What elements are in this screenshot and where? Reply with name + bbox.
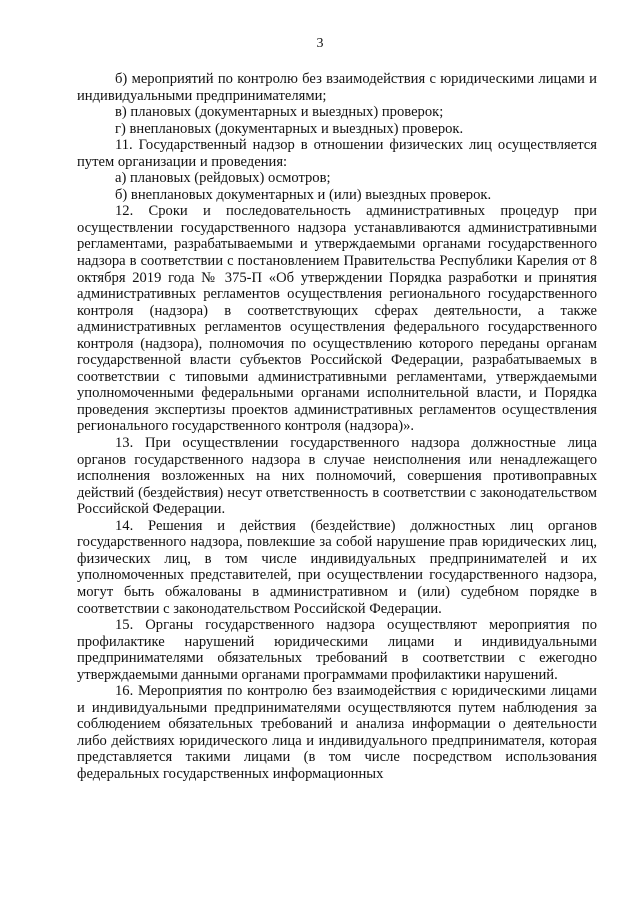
document-body xyxy=(77,71,597,783)
paragraph-14: 14. Решения и действия (бездействие) должностных лиц органов государственного надзора, повлекшие за собой нарушение прав юридических лиц, физических лиц, в том числе индивидуальных предпринимателей и их уполномоченных представителей, при осуществлении государственного надзора, могут быть обжалованы в административном и (или) судебном порядке в соответствии с законодательством Российской Федерации. xyxy=(77,517,597,617)
paragraph-13: 13. При осуществлении государственного надзора должностные лица органов государственного надзора в случае неисполнения или ненадлежащего исполнения возложенных на них полномочий, совершения противоправных действий (бездействия) несут ответственность в соответствии с законодательством Российской Федерации. xyxy=(77,435,597,518)
paragraph-item-v-planned-inspections: в) плановых (документарных и выездных) проверок; xyxy=(115,104,444,121)
paragraph-item-g-unplanned-inspections: г) внеплановых (документарных и выездных) проверок. xyxy=(115,120,464,137)
paragraph-16: 16. Мероприятия по контролю без взаимодействия с юридическими лицами и индивидуальными предпринимателями осуществляются путем наблюдения за соблюдением обязательных требований и анализа информации о деятельности либо действиях юридического лица и индивидуального предпринимателя, которая представляется такими лицами (в том числе посредством использования федеральных государственных информационных xyxy=(77,683,597,782)
paragraph-item-b-unplanned-checks: б) внеплановых документарных и (или) выездных проверок. xyxy=(115,186,492,203)
paragraph-12: 12. Сроки и последовательность административных процедур при осуществлении государственного надзора устанавливаются административными регламентами, разрабатываемыми и утверждаемыми органами государственного надзора в соответствии с постановлением Правительства Республики Карелия от 8 октября 2019 года № 375-П «Об утверждении Порядка разработки и принятия административных регламентов осуществления регионального государственного контроля (надзора) в соответствующих сферах деятельности, а также административных регламентов осуществления федерального государственного контроля (надзора), полномочия по осуществлению которого переданы органам государственной власти субъектов Российской Федерации, разрабатываемых в соответствии с типовыми административными регламентами, утверждаемыми уполномоченными федеральными органами исполнительной власти, и Порядка проведения экспертизы проектов административных регламентов осуществления регионального государственного контроля (надзора)». xyxy=(77,203,597,435)
paragraph-item-a-raid-inspections: а) плановых (рейдовых) осмотров; xyxy=(115,170,331,187)
page-number: 3 xyxy=(316,36,324,51)
paragraph-15: 15. Органы государственного надзора осуществляют мероприятия по профилактике нарушений юридическими лицами и индивидуальными предпринимателями обязательных требований в соответствии с ежегодно утверждаемыми данными органами программами профилактики нарушений. xyxy=(77,617,597,683)
paragraph-11: 11. Государственный надзор в отношении физических лиц осуществляется путем организации и проведения: xyxy=(77,137,597,170)
paragraph-item-b-measures: б) мероприятий по контролю без взаимодействия с юридическими лицами и индивидуальными предпринимателями; xyxy=(77,71,597,104)
